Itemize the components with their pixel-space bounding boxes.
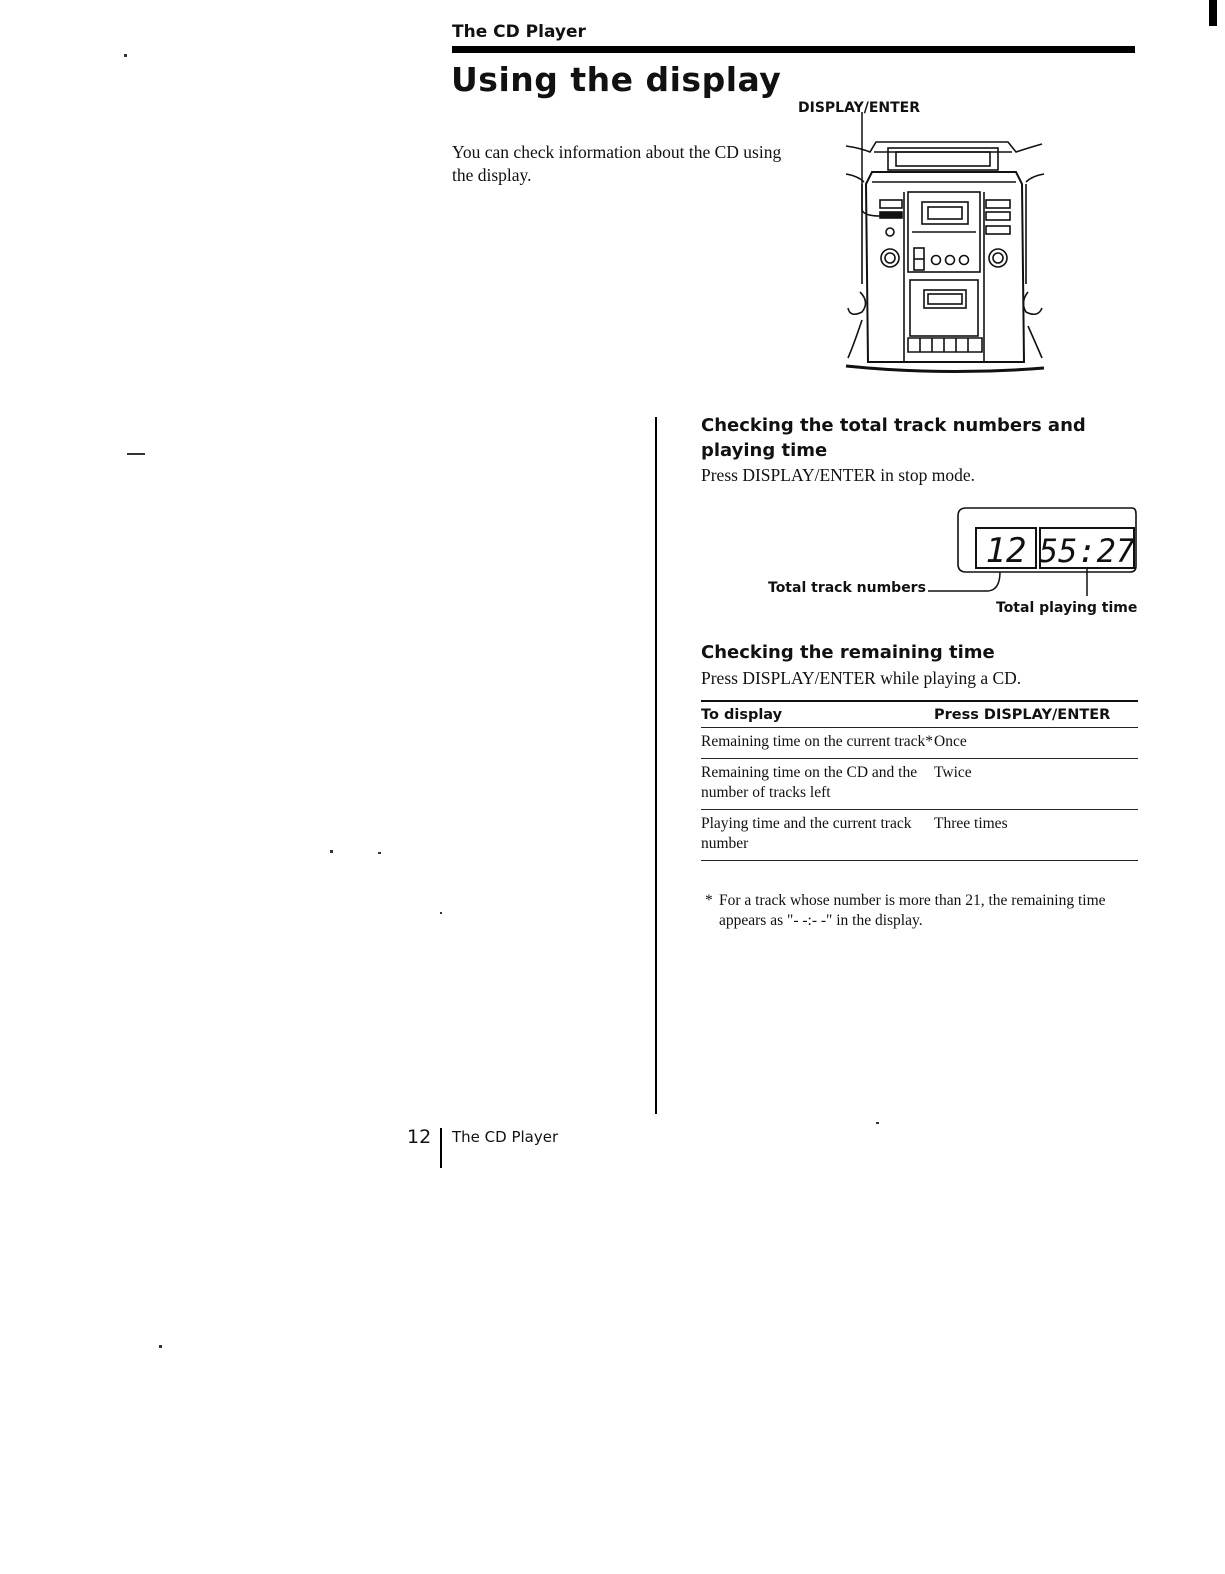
table-header-cell: Press DISPLAY/ENTER (934, 707, 1111, 723)
footnote-text: For a track whose number is more than 21, the remaining time appears as "- -:- -" in the display. (719, 892, 1106, 929)
scan-speck (159, 1345, 162, 1348)
total-track-numbers-label: Total track numbers (768, 580, 926, 596)
footer-section-label: The CD Player (452, 1128, 559, 1146)
remaining-section-instruction: Press DISPLAY/ENTER while playing a CD. (701, 668, 1022, 688)
table-row (701, 759, 1138, 809)
total-playing-time-label: Total playing time (996, 600, 1138, 616)
table-cell: Twice (934, 764, 972, 781)
column-divider (655, 417, 657, 1114)
section-label: The CD Player (452, 22, 586, 42)
lcd-playing-time: 55:27 (1038, 532, 1136, 570)
lcd-track-count: 12 (985, 531, 1027, 571)
scan-speck (378, 852, 381, 854)
remaining-section-heading: Checking the remaining time (701, 642, 995, 663)
total-section-instruction: Press DISPLAY/ENTER in stop mode. (701, 465, 976, 485)
header-rule (452, 46, 1135, 53)
footnote-marker: * (705, 892, 713, 909)
total-section-heading: Checking the total track numbers and playing time (701, 415, 1086, 461)
table-cell: Three times (934, 815, 1008, 832)
display-mode-table (701, 700, 1138, 861)
table-row (701, 728, 1138, 758)
table-header-row (701, 702, 1138, 727)
scan-speck (876, 1122, 879, 1124)
page-number: 12 (407, 1126, 432, 1148)
cd-radio-cassette-device-icon (840, 112, 1050, 380)
scan-speck (127, 453, 145, 455)
registration-mark (1209, 0, 1217, 26)
table-cell: Remaining time on the current track* (701, 733, 933, 750)
table-row (701, 810, 1138, 860)
intro-paragraph: You can check information about the CD using the display. (452, 142, 782, 185)
page-title: Using the display (451, 60, 782, 99)
table-rule (701, 860, 1138, 861)
table-cell: Playing time and the current track number (701, 815, 912, 852)
scan-speck (124, 54, 127, 57)
footer-divider (440, 1128, 442, 1168)
table-cell: Remaining time on the CD and the number of tracks left (701, 764, 918, 801)
footnote (705, 891, 1135, 931)
scan-speck (440, 912, 442, 914)
scan-speck (330, 850, 333, 853)
table-header-cell: To display (701, 707, 783, 723)
display-enter-callout-label: DISPLAY/ENTER (798, 100, 921, 116)
table-cell: Once (934, 733, 967, 750)
